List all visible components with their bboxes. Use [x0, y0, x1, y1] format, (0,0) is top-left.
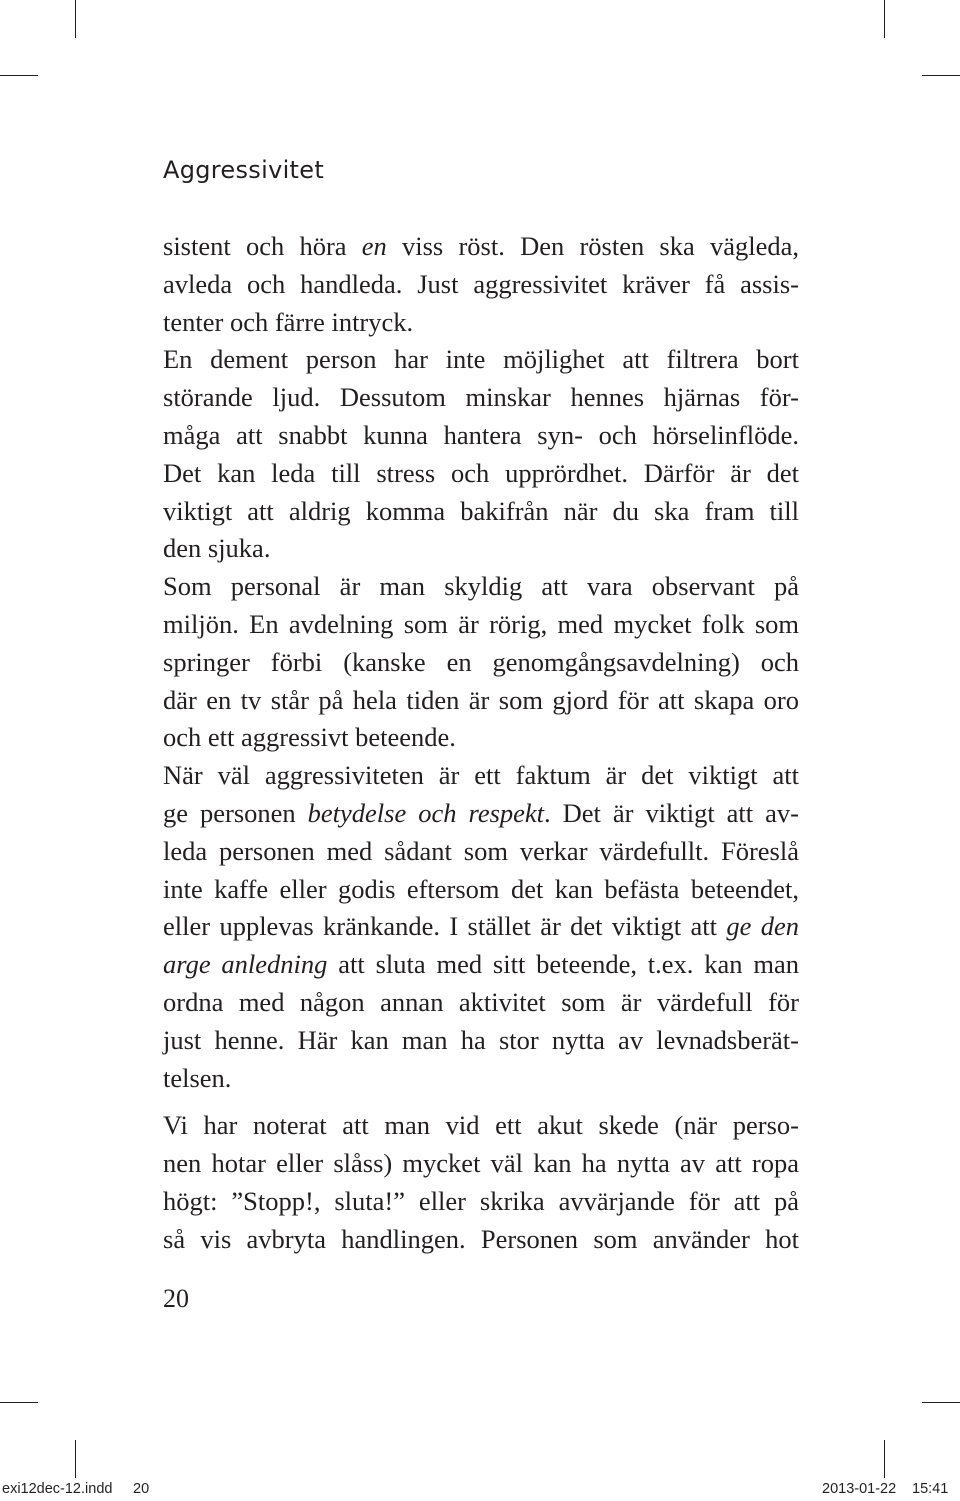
- text-run: störande ljud. Dessutom minskar hennes hjärnas för-: [163, 382, 799, 413]
- crop-mark-top-right-horizontal: [922, 75, 960, 76]
- text-line: [163, 833, 799, 871]
- text-run: leda personen med sådant som verkar värdefullt. Föreslå: [163, 835, 799, 866]
- text-line: [163, 568, 799, 606]
- text-run: tenter och färre intryck.: [163, 306, 414, 337]
- slug-date: 2013-01-22: [822, 1481, 897, 1497]
- text-line: [163, 606, 799, 644]
- text-line: [163, 871, 799, 909]
- text-run: . Det är viktigt att av-: [544, 797, 799, 828]
- slug-time: 15:41: [912, 1481, 949, 1497]
- text-run: springer förbi (kanske en genomgångsavdelning) och: [163, 646, 799, 677]
- text-line: [163, 795, 799, 833]
- paragraph-gap: [163, 1097, 799, 1107]
- text-line: [163, 530, 799, 568]
- crop-mark-bottom-left-horizontal: [0, 1402, 38, 1403]
- text-line: [163, 1221, 799, 1259]
- italic-text: ge den: [726, 911, 799, 942]
- text-line: [163, 908, 799, 946]
- text-line: [163, 379, 799, 417]
- text-line: [163, 1022, 799, 1060]
- crop-mark-top-left-horizontal: [0, 75, 38, 76]
- text-line: [163, 455, 799, 493]
- text-run: där en tv står på hela tiden är som gjord för att skapa oro: [163, 684, 799, 715]
- text-line: [163, 1145, 799, 1183]
- text-run: och ett aggressivt beteende.: [163, 722, 456, 753]
- text-run: nen hotar eller slåss) mycket väl kan ha nytta av att ropa: [163, 1148, 799, 1179]
- text-line: [163, 757, 799, 795]
- text-run: så vis avbryta handlingen. Personen som använder hot: [163, 1223, 799, 1254]
- text-line: [163, 417, 799, 455]
- text-run: Det kan leda till stress och upprördhet. Därför är det: [163, 457, 799, 488]
- text-run: att sluta med sitt beteende, t.ex. kan man: [327, 949, 799, 980]
- text-line: [163, 682, 799, 720]
- text-line: [163, 644, 799, 682]
- crop-mark-bottom-left-vertical: [75, 1440, 76, 1478]
- text-run: En dement person har inte möjlighet att filtrera bort: [163, 344, 799, 375]
- page-number: 20: [163, 1284, 189, 1313]
- text-run: just henne. Här kan man ha stor nytta av levnadsberät-: [163, 1024, 799, 1055]
- text-run: avleda och handleda. Just aggressivitet kräver få assis-: [163, 268, 799, 299]
- text-run: viss röst. Den rösten ska vägleda,: [386, 231, 800, 261]
- text-line: [163, 304, 799, 342]
- text-line: [163, 228, 799, 266]
- running-head: Aggressivitet: [163, 156, 325, 184]
- slug-page: 20: [133, 1481, 150, 1497]
- text-run: Vi har noterat att man vid ett akut skede (när perso-: [163, 1110, 799, 1141]
- crop-mark-bottom-right-vertical: [884, 1440, 885, 1478]
- text-run: viktigt att aldrig komma bakifrån när du ska fram till: [163, 495, 799, 526]
- text-run: miljön. En avdelning som är rörig, med mycket folk som: [163, 608, 799, 639]
- text-run: ge personen: [163, 797, 308, 828]
- text-run: När väl aggressiviteten är ett faktum är det viktigt att: [163, 760, 799, 791]
- italic-text: betydelse och respekt: [307, 797, 545, 828]
- text-line: [163, 1060, 799, 1098]
- text-line: [163, 341, 799, 379]
- text-run: högt: ”Stopp!, sluta!” eller skrika avvärjande för att på: [163, 1185, 799, 1216]
- crop-mark-top-left-vertical: [75, 0, 76, 38]
- text-run: telsen.: [163, 1062, 232, 1093]
- text-line: [163, 266, 799, 304]
- text-run: måga att snabbt kunna hantera syn- och hörselinflöde.: [163, 419, 799, 450]
- italic-text: arge anledning: [163, 949, 328, 980]
- text-line: [163, 719, 799, 757]
- text-run: Som personal är man skyldig att vara observant på: [163, 571, 799, 602]
- italic-text: en: [361, 231, 387, 261]
- text-run: eller upplevas kränkande. I stället är det viktigt att: [163, 911, 727, 942]
- text-run: den sjuka.: [163, 533, 271, 564]
- crop-mark-top-right-vertical: [884, 0, 885, 38]
- text-line: [163, 1107, 799, 1145]
- crop-mark-bottom-right-horizontal: [922, 1402, 960, 1403]
- slug-file: exi12dec-12.indd: [2, 1481, 113, 1497]
- body-text: [163, 228, 799, 1259]
- text-line: [163, 1183, 799, 1221]
- text-run: ordna med någon annan aktivitet som är värdefull för: [163, 986, 799, 1017]
- text-run: inte kaffe eller godis eftersom det kan befästa beteendet,: [163, 873, 799, 904]
- text-line: [163, 946, 799, 984]
- text-line: [163, 984, 799, 1022]
- text-run: sistent och höra: [163, 231, 362, 261]
- text-line: [163, 493, 799, 531]
